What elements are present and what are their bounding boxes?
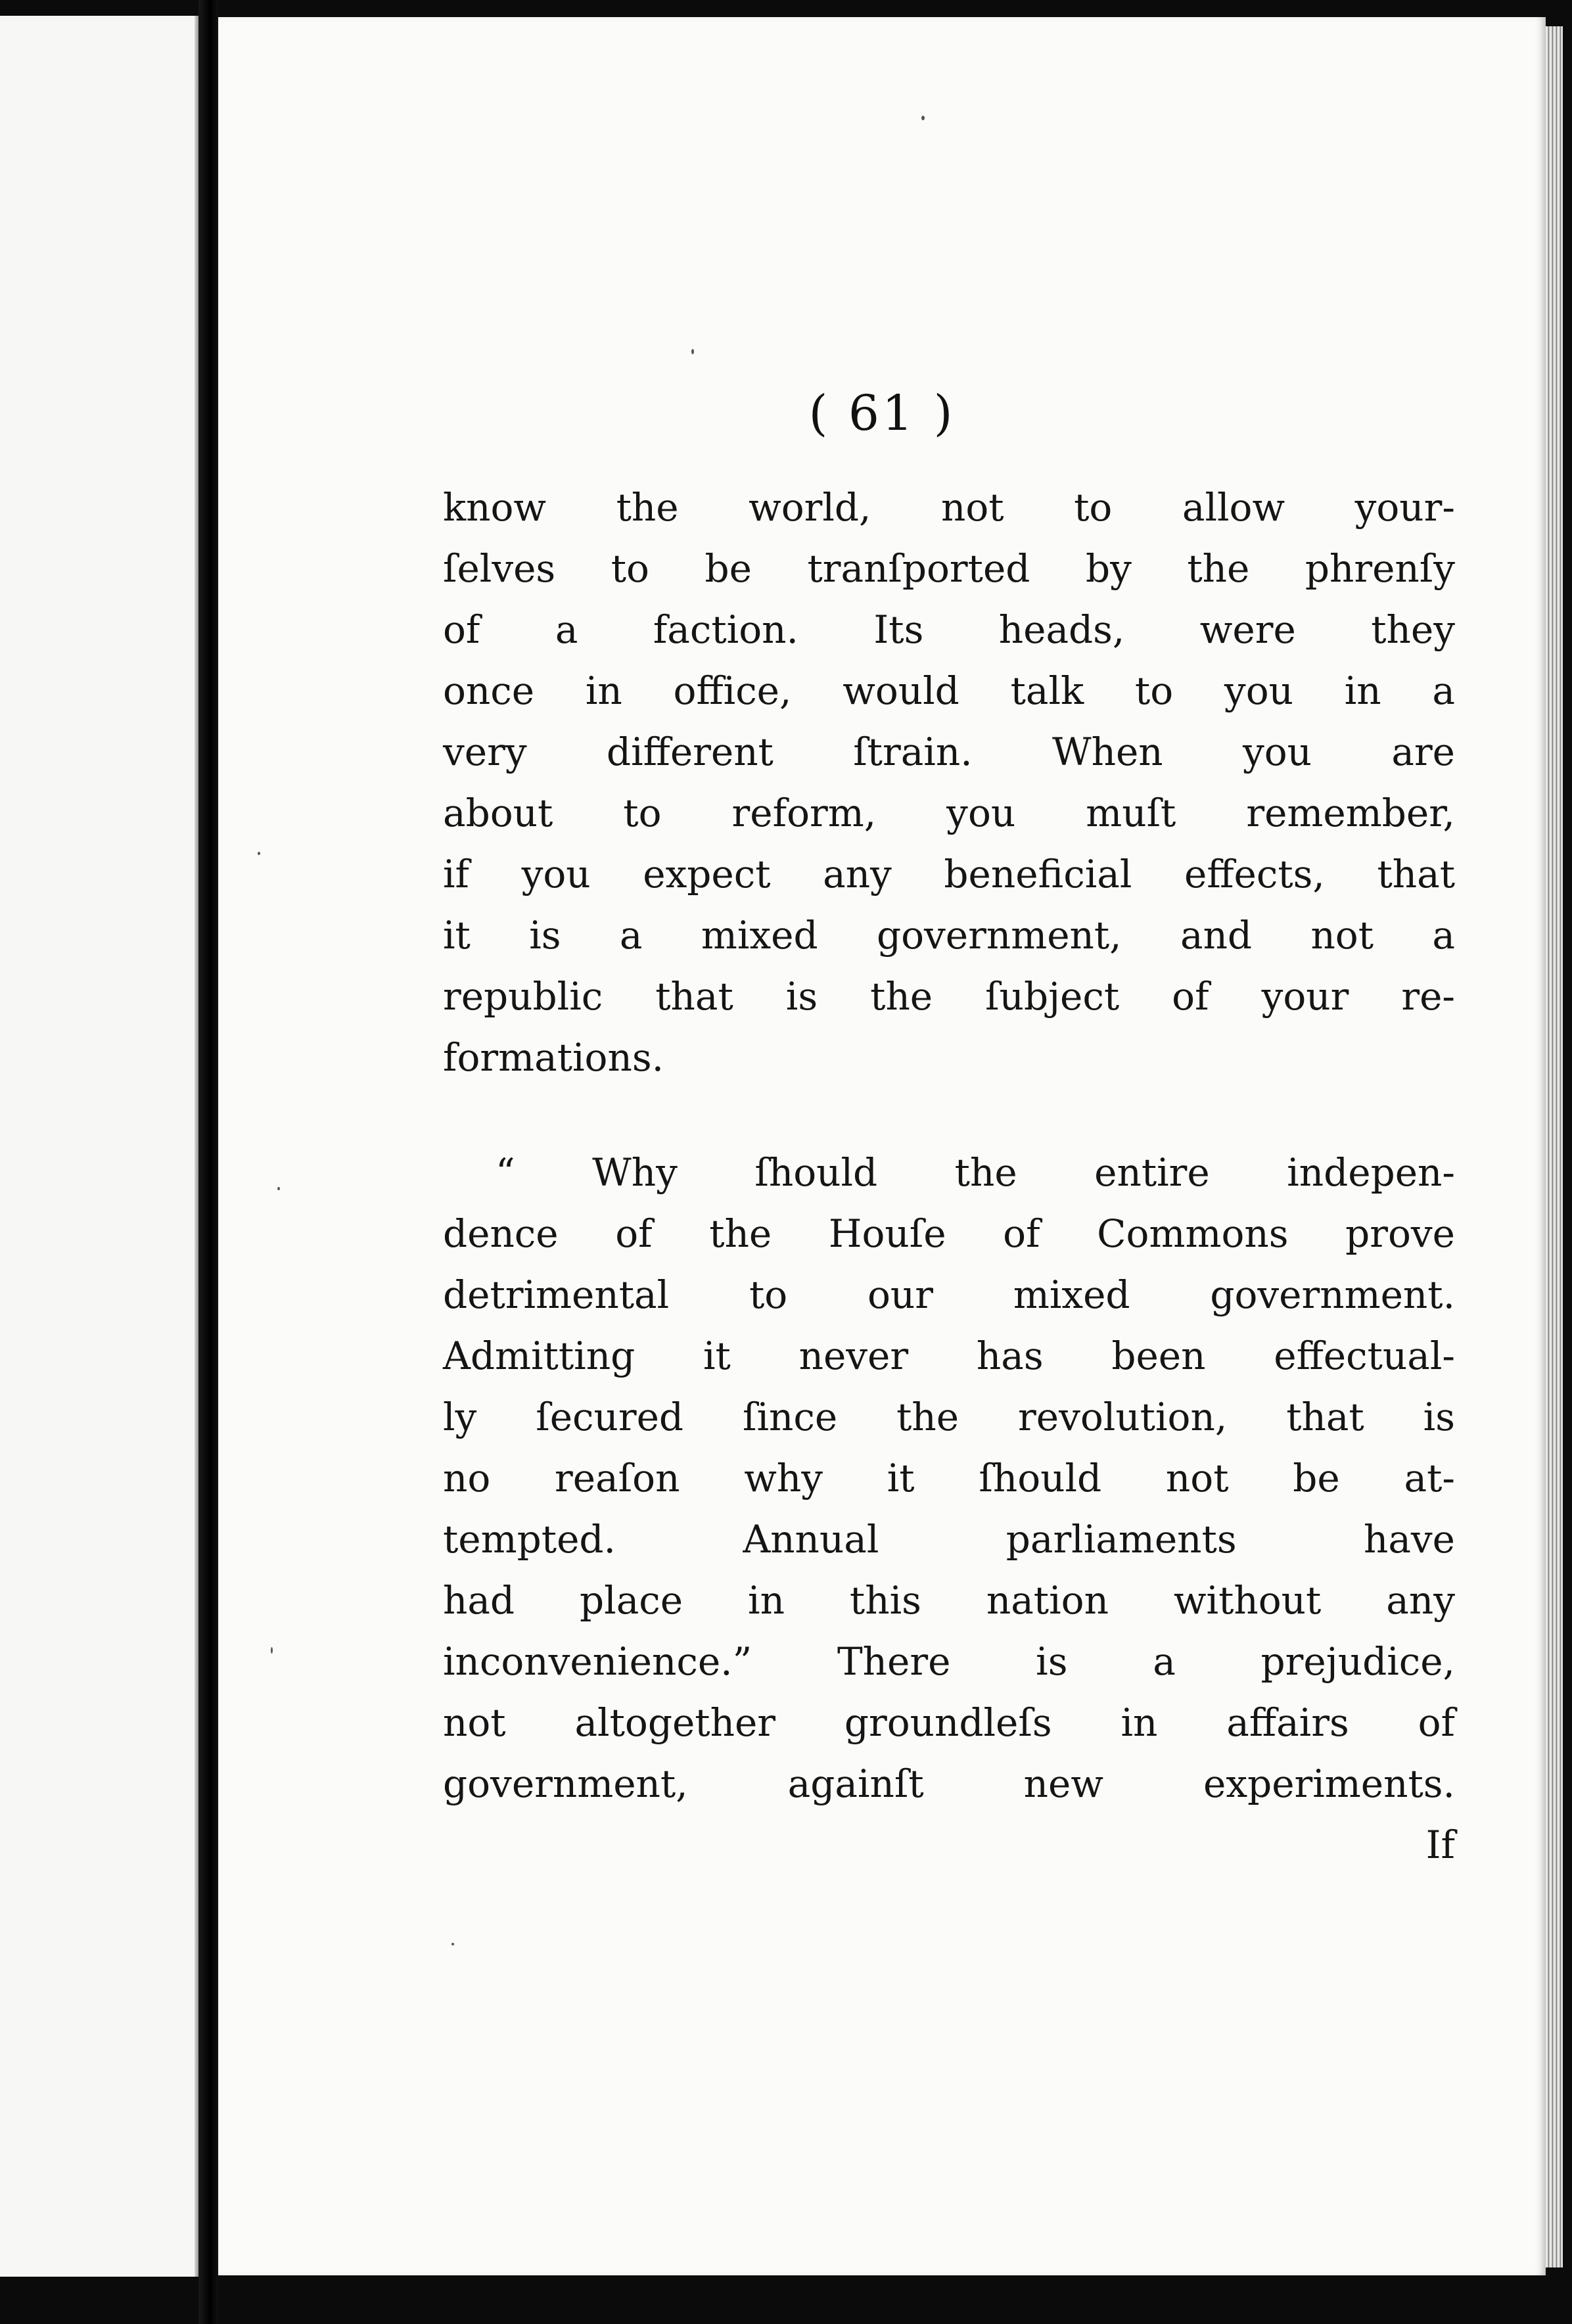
scan-speck bbox=[258, 852, 260, 855]
catchword: If bbox=[1425, 1823, 1455, 1867]
text-line: had place in this nation without any bbox=[443, 1578, 1455, 1623]
left-facing-page bbox=[0, 16, 198, 2277]
page-number: ( 61 ) bbox=[808, 385, 956, 442]
text-line: very different ſtrain. When you are bbox=[443, 730, 1455, 774]
text-line: government, againſt new experiments. bbox=[443, 1761, 1455, 1806]
text-line-content: “ Why ſhould the entire indepen- bbox=[496, 1150, 1455, 1195]
book-gutter bbox=[198, 0, 218, 2324]
scan-speck bbox=[691, 349, 694, 354]
text-line: dence of the Houſe of Commons prove bbox=[443, 1211, 1455, 1256]
scan-speck bbox=[921, 116, 925, 120]
paragraph-gap bbox=[443, 1088, 1455, 1142]
scan-speck bbox=[271, 1647, 273, 1654]
text-line: no reaſon why it ſhould not be at- bbox=[443, 1456, 1455, 1500]
text-line: tempted. Annual parliaments have bbox=[443, 1517, 1455, 1562]
text-line: about to reform, you muſt remember, bbox=[443, 791, 1455, 835]
text-line: inconvenience.” There is a prejudice, bbox=[443, 1639, 1455, 1684]
text-line: formations. bbox=[443, 1035, 664, 1080]
scan-speck bbox=[277, 1187, 280, 1190]
text-line: Admitting it never has been effectual- bbox=[443, 1334, 1455, 1378]
text-line: if you expect any beneficial effects, that bbox=[443, 852, 1455, 896]
text-line bbox=[443, 1142, 1455, 1203]
text-line: it is a mixed government, and not a bbox=[443, 913, 1455, 958]
body-text bbox=[443, 477, 1455, 1876]
text-line: ly ſecured ſince the revolution, that is bbox=[443, 1395, 1455, 1439]
text-line: not altogether groundleſs in affairs of bbox=[443, 1700, 1455, 1745]
text-line: of a faction. Its heads, were they bbox=[443, 607, 1455, 652]
page-edge-stack bbox=[1546, 26, 1563, 2267]
text-line: once in office, would talk to you in a bbox=[443, 668, 1455, 713]
book-page bbox=[218, 17, 1546, 2275]
text-line: detrimental to our mixed government. bbox=[443, 1272, 1455, 1317]
text-line: know the world, not to allow your- bbox=[443, 485, 1455, 530]
scan-speck bbox=[451, 1943, 454, 1945]
text-line: ſelves to be tranſported by the phrenſy bbox=[443, 546, 1455, 591]
text-line: republic that is the ſubject of your re- bbox=[443, 974, 1455, 1019]
